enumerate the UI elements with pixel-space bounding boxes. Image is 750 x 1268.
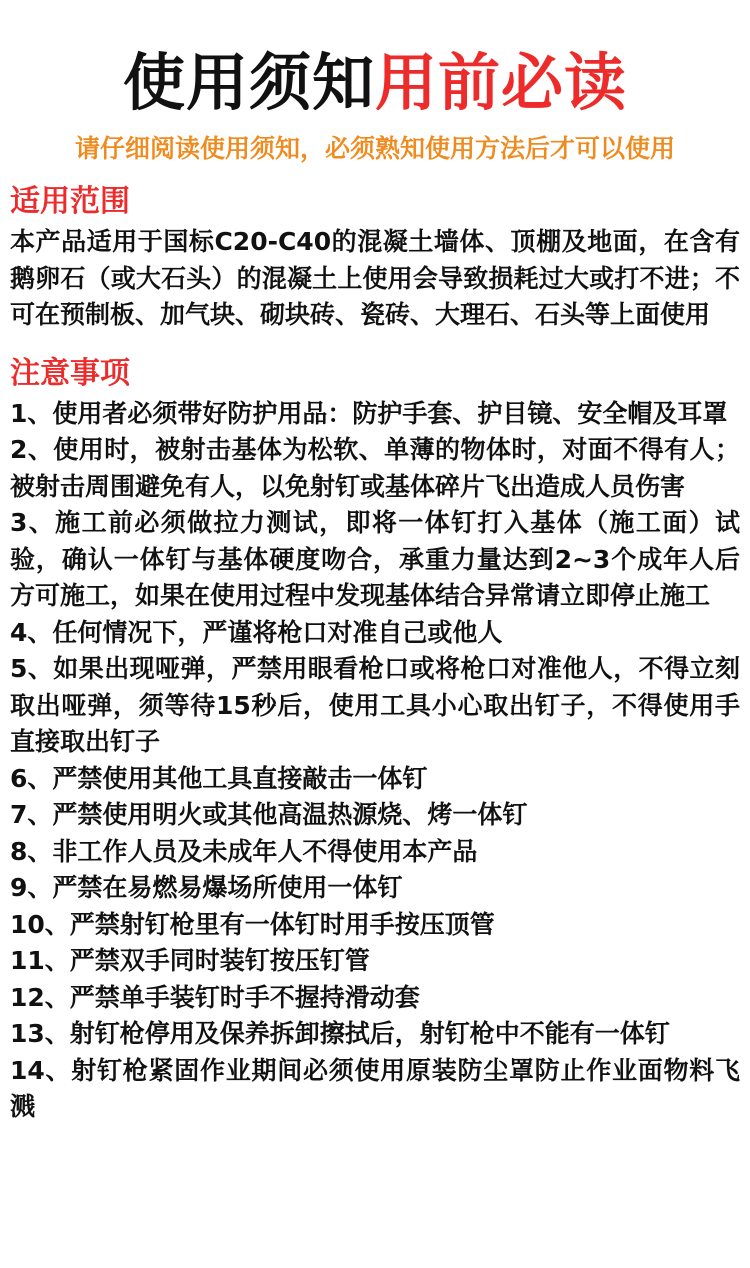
- note-item: 12、严禁单手装钉时手不握持滑动套: [10, 982, 420, 1012]
- note-item: 2、使用时，被射击基体为松软、单薄的物体时，对面不得有人；被射击周围避免有人，以免射钉或基体碎片飞出造成人员伤害: [10, 435, 740, 501]
- notes-list: [10, 396, 740, 1126]
- note-item: 11、严禁双手同时装钉按压钉管: [10, 946, 370, 975]
- note-item: 7、严禁使用明火或其他高温热源烧、烤一体钉: [10, 800, 528, 829]
- notes-heading: 注意事项: [10, 355, 130, 391]
- scope-text: 本产品适用于国标C20-C40的混凝土墙体、顶棚及地面，在含有鹅卵石（或大石头）的混凝土上使用会导致损耗过大或打不进；不可在预制板、加气块、砌块砖、瓷砖、大理石、石头等上面使用: [10, 227, 740, 329]
- page-subtitle: 请仔细阅读使用须知，必须熟知使用方法后才可以使用: [74, 134, 675, 163]
- note-item: 6、严禁使用其他工具直接敲击一体钉: [10, 763, 428, 793]
- note-item: 3、施工前必须做拉力测试，即将一体钉打入基体（施工面）试验，确认一体钉与基体硬度吻合，承重力量达到2~3个成年人后方可施工，如果在使用过程中发现基体结合异常请立即停止施工: [10, 508, 740, 610]
- note-item: 8、非工作人员及未成年人不得使用本产品: [10, 836, 478, 866]
- note-item: 5、如果出现哑弹，严禁用眼看枪口或将枪口对准他人，不得立刻取出哑弹，须等待15秒后，使用工具小心取出钉子，不得使用手直接取出钉子: [10, 654, 740, 756]
- note-item: 14、射钉枪紧固作业期间必须使用原装防尘罩防止作业面物料飞溅: [10, 1055, 740, 1121]
- note-item: 13、射钉枪停用及保养拆卸擦拭后，射钉枪中不能有一体钉: [10, 1019, 670, 1048]
- note-item: 1、使用者必须带好防护用品：防护手套、护目镜、安全帽及耳罩: [10, 398, 728, 428]
- page-title: [10, 0, 740, 126]
- title-part-red: 用前必读: [375, 46, 628, 119]
- scope-heading: 适用范围: [10, 184, 130, 219]
- note-item: 4、任何情况下，严谨将枪口对准自己或他人: [10, 617, 503, 647]
- note-item: 10、严禁射钉枪里有一体钉时用手按压顶管: [10, 909, 495, 939]
- note-item: 9、严禁在易燃易爆场所使用一体钉: [10, 873, 403, 902]
- title-part-black: 使用须知: [122, 46, 375, 119]
